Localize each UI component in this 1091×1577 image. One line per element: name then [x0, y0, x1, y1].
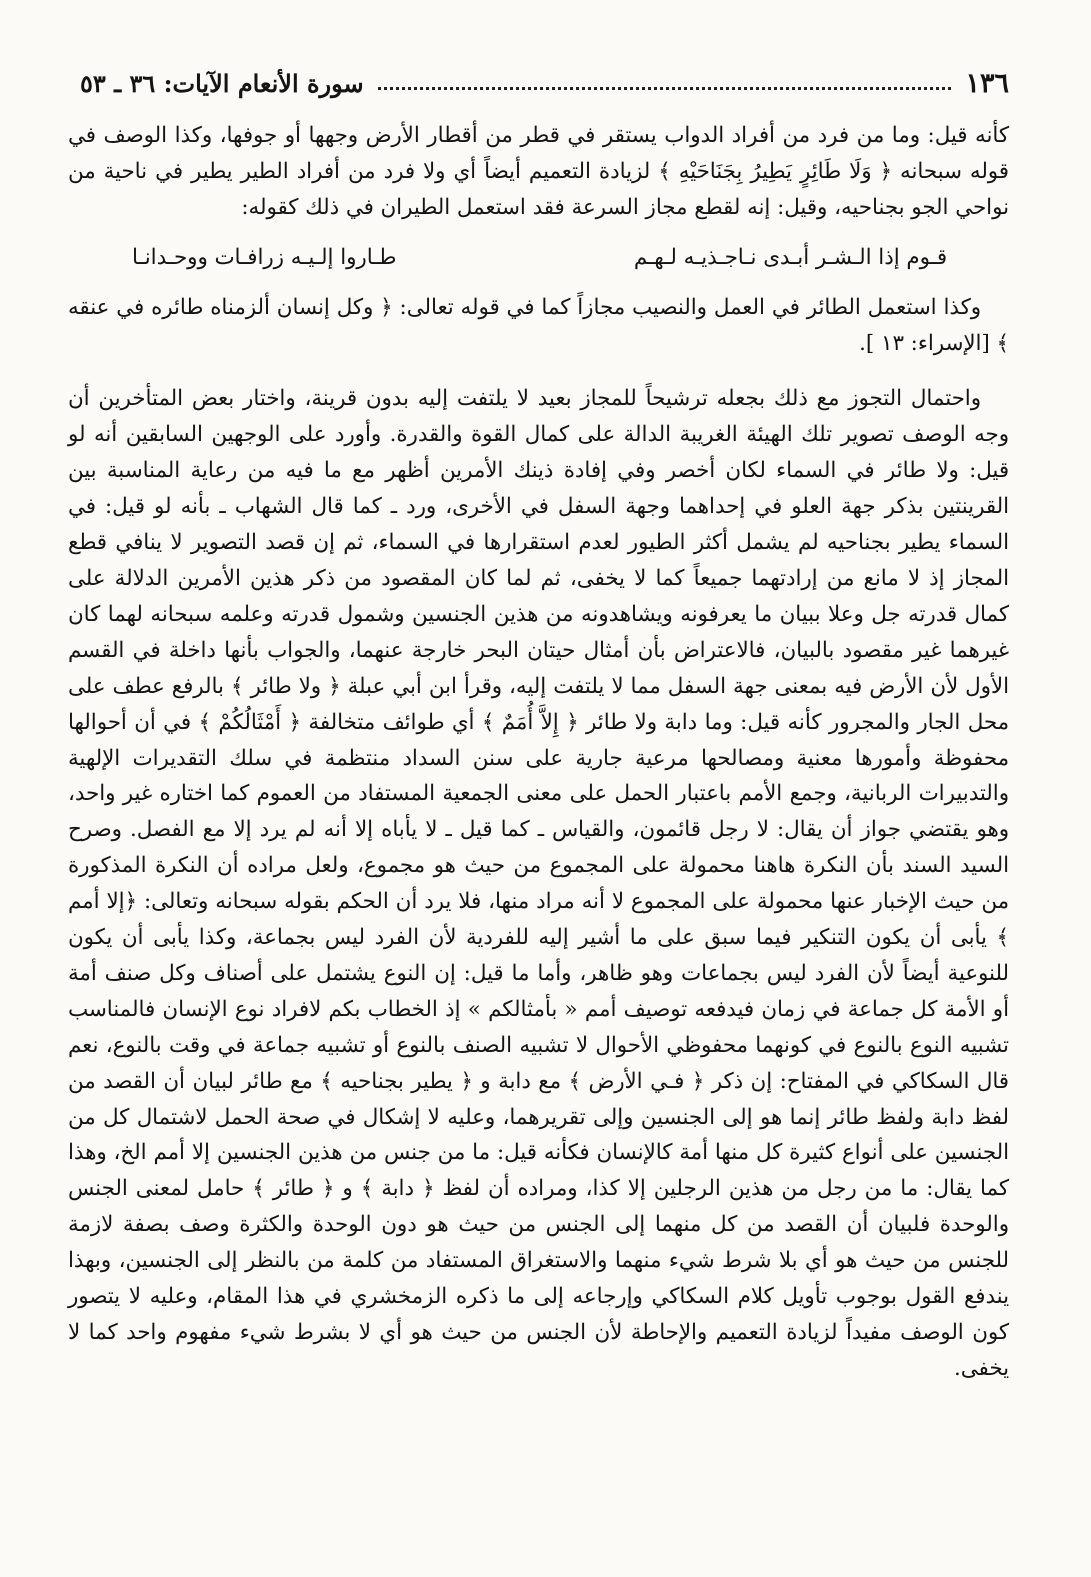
page-body	[68, 118, 1009, 1387]
verse-first-hemistich: قـوم إذا الـشـر أبـدى نـاجـذيـه لـهـم	[633, 244, 947, 270]
paragraph-2: وكذا استعمل الطائر في العمل والنصيب مجازاً كما في قوله تعالى: ﴿ وكل إنسان ألزمناه طائره في عنقه ﴾ [الإسراء: ١٣ ].	[68, 294, 1009, 356]
running-title: سورة الأنعام الآيات: ٣٦ ـ ٥٣	[80, 68, 364, 98]
paragraph-1: كأنه قيل: وما من فرد من أفراد الدواب يستقر في قطر من أقطار الأرض وجهها أو جوفها، وكذا الوصف في قوله سبحانه ﴿ وَلَا طَائِرٍ يَطِيرُ بِجَنَاحَيْهِ ﴾ لزيادة التعميم أيضاً أي ولا فرد من أفراد الطير يطير في ناحية من نواحي الجو بجناحيه، وقيل: إنه لقطع مجاز السرعة فقد استعمل الطيران في ذلك كقوله:	[68, 123, 1009, 220]
paragraph-gap	[68, 361, 1009, 381]
dotted-leader	[378, 85, 952, 90]
poetry-verse	[68, 226, 1009, 290]
page-header	[80, 62, 1009, 104]
page-number: ١٣٦	[965, 67, 1009, 99]
paragraph-3: واحتمال التجوز مع ذلك بجعله ترشيحاً للمجاز بعيد لا يلتفت إليه بدون قرينة، واختار بعض المتأخرين أن وجه الوصف تصوير تلك الهيئة الغريبة الدالة على كمال القوة والقدرة. وأورد على الوجهين السابقين أنه لو قيل: ولا طائر في السماء لكان أخصر وفي إفادة ذينك الأمرين أظهر مع ما فيه من رعاية المناسبة بين القرينتين بذكر جهة العلو في إحداهما وجهة السفل في الأخرى، ورد ـ كما قال الشهاب ـ بأنه لو قيل: في السماء يطير بجناحيه لم يشمل أكثر الطيور لعدم استقرارها في السماء، ثم إن قصد التصوير لا ينافي قطع المجاز إذ لا مانع من إرادتهما جميعاً كما لا يخفى، ثم لما كان المقصود من ذكر هذين الأمرين الدلالة على كمال قدرته جل وعلا ببيان ما يعرفونه ويشاهدونه من هذين الجنسين وشمول قدرته وعلمه سبحانه لهما كان غيرهما غير مقصود بالبيان، فالاعتراض بأن أمثال حيتان البحر خارجة عنهما، والجواب بأنها داخلة في القسم الأول لأن الأرض فيه بمعنى جهة السفل مما لا يلتفت إليه، وقرأ ابن أبي عبلة ﴿ ولا طائر ﴾ بالرفع عطف على محل الجار والمجرور كأنه قيل: وما دابة ولا طائر ﴿ إِلاَّ أُمَمٌ ﴾ أي طوائف متخالفة ﴿ أَمْثَالُكُمْ ﴾ في أن أحوالها محفوظة وأمورها معنية ومصالحها مرعية جارية على سنن السداد منتظمة في سلك التقديرات الإلهية والتدبيرات الربانية، وجمع الأمم باعتبار الحمل على معنى الجمعية المستفاد من العموم كما اختاره غير واحد، وهو يقتضي جواز أن يقال: لا رجل قائمون، والقياس ـ كما قيل ـ لا يأباه إلا أنه لم يرد إلا مع الفصل. وصرح السيد السند بأن النكرة هاهنا محمولة على المجموع من حيث هو مجموع، ولعل مراده أن النكرة المذكورة من حيث الإخبار عنها محمولة على المجموع لا أنه مراد منها، فلا يرد أن الحكم بقوله سبحانه وتعالى: ﴿إلا أمم ﴾ يأبى أن يكون التنكير فيما سبق على ما أشير إليه للفردية لأن الفرد ليس بجماعة، وكذا يأبى أن يكون للنوعية أيضاً لأن الفرد ليس بجماعات وهو ظاهر، وأما ما قيل: إن النوع يشتمل على أصناف وكل صنف أمة أو الأمة كل جماعة في زمان فيدفعه توصيف أمم « بأمثالكم » إذ الخطاب بكم لافراد نوع الإنسان فالمناسب تشبيه النوع بالنوع في كونهما محفوظي الأحوال لا تشبيه الصنف بالنوع أو تشبيه جماعة في وقت بالنوع، نعم قال السكاكي في المفتاح: إن ذكر ﴿ فـي الأرض ﴾ مع دابة و ﴿ يطير بجناحيه ﴾ مع طائر لبيان أن القصد من لفظ دابة ولفظ طائر إنما هو إلى الجنسين وإلى تقريرهما، وعليه لا إشكال في صحة الحمل لاشتمال كل من الجنسين على أنواع كثيرة كل منها أمة كالإنسان فكأنه قيل: ما من جنس من هذين الجنسين إلا أمم الخ، وهذا كما يقال: ما من رجل من هذين الرجلين إلا كذا، ومراده أن لفظ ﴿ دابة ﴾ و ﴿ طائر ﴾ حامل لمعنى الجنس والوحدة فلبيان أن القصد من كل منهما إلى الجنس من حيث هو دون الوحدة والكثرة وصف بصفة لازمة للجنس من حيث هو أي بلا شرط شيء منهما والاستغراق المستفاد من كلمة من بالنظر إلى الجنسين، وبهذا يندفع القول بوجوب تأويل كلام السكاكي وإرجاعه إلى ما ذكره الزمخشري في هذا المقام، وعليه لا يتصور كون الوصف مفيداً لزيادة التعميم والإحاطة لأن الجنس من حيث هو أي لا بشرط شيء مفهوم واحد كما لا يخفى.	[68, 386, 1009, 1381]
verse-second-hemistich: طـاروا إلـيـه زرافـات ووحـدانـا	[132, 244, 397, 270]
